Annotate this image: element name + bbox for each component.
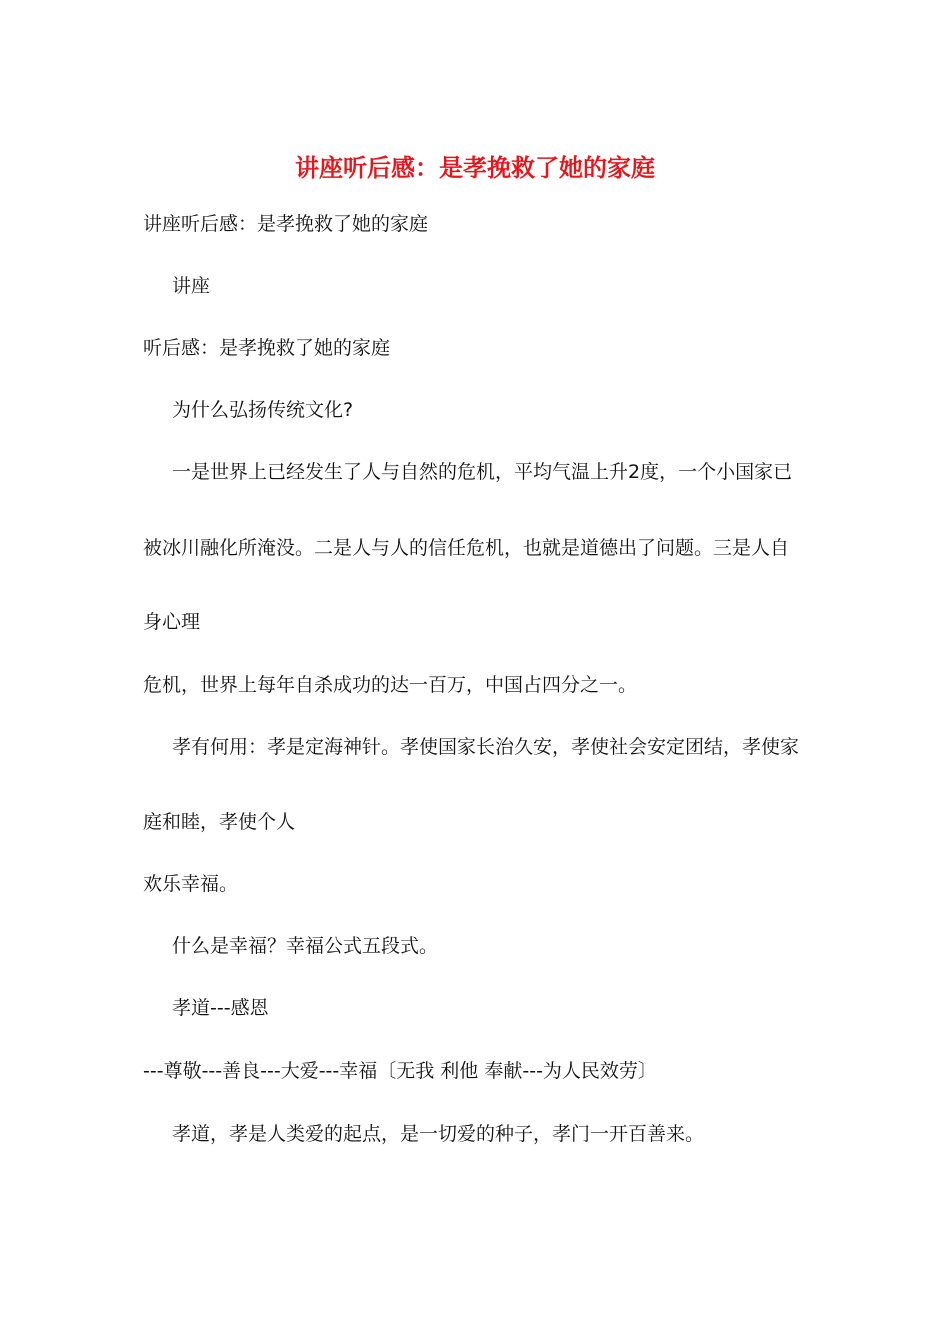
paragraph-line: 一是世界上已经发生了人与自然的危机，平均气温上升2度，一个小国家已	[172, 461, 793, 483]
page-title: 讲座听后感：是孝挽救了她的家庭	[295, 153, 655, 182]
paragraph-line: 孝道---感恩	[172, 997, 269, 1019]
paragraph-line: 庭和睦，孝使个人	[143, 811, 296, 833]
paragraph-line: 身心理	[143, 611, 201, 633]
paragraph-line: 为什么弘扬传统文化?	[172, 399, 354, 421]
paragraph-line: 什么是幸福？幸福公式五段式。	[172, 935, 439, 957]
paragraph-line: 讲座听后感：是孝挽救了她的家庭	[143, 213, 429, 235]
paragraph-line: 危机，世界上每年自杀成功的达一百万，中国占四分之一。	[143, 674, 638, 696]
paragraph-line: 孝有何用：孝是定海神针。孝使国家长治久安，孝使社会安定团结，孝使家	[172, 736, 800, 758]
paragraph-line: 欢乐幸福。	[143, 873, 239, 895]
paragraph-line: 听后感：是孝挽救了她的家庭	[143, 337, 391, 359]
paragraph-line: ---尊敬---善良---大爱---幸福〔无我 利他 奉献---为人民效劳〕	[143, 1060, 657, 1082]
paragraph-line: 被冰川融化所淹没。二是人与人的信任危机，也就是道德出了问题。三是人自	[143, 537, 790, 559]
paragraph-line: 孝道，孝是人类爱的起点，是一切爱的种子，孝门一开百善来。	[172, 1123, 705, 1145]
paragraph-line: 讲座	[172, 275, 211, 297]
